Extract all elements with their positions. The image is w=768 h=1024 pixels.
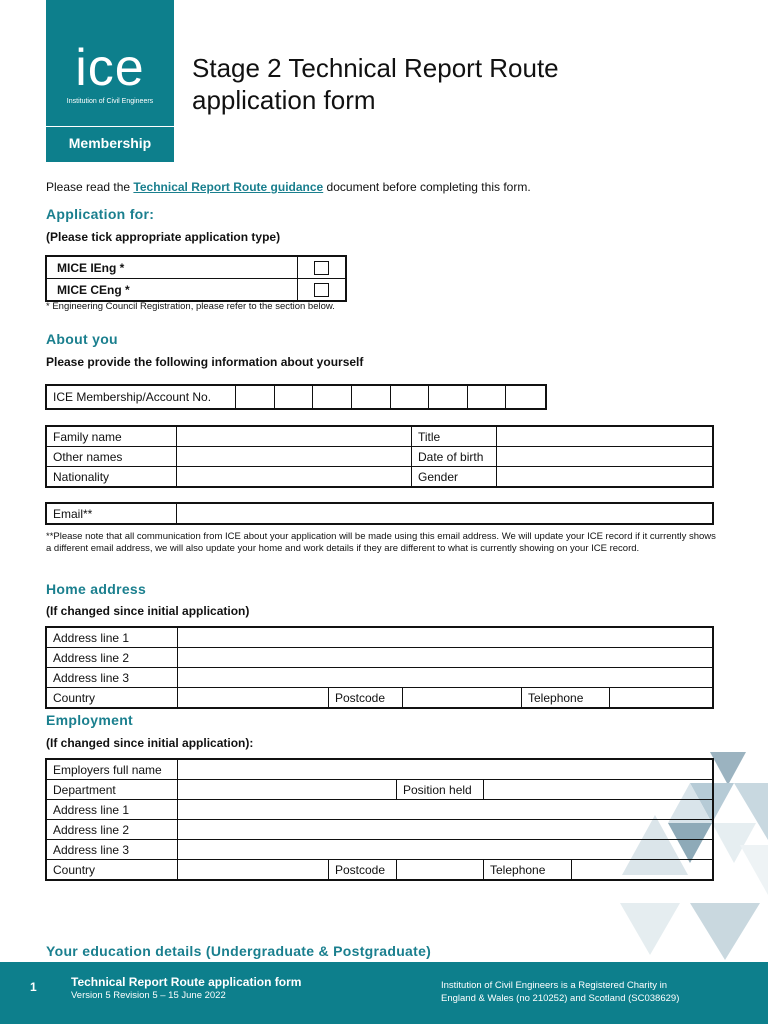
option-ceng-label: MICE CEng *: [46, 279, 298, 302]
application-type-table: [45, 255, 347, 302]
ceng-checkbox[interactable]: [314, 283, 329, 297]
guidance-link[interactable]: Technical Report Route guidance: [133, 180, 324, 194]
emp-postcode-label: Postcode: [329, 860, 397, 881]
home-postcode-field[interactable]: [403, 688, 522, 709]
home-telephone-field[interactable]: [610, 688, 714, 709]
home-addr3-label: Address line 3: [46, 668, 178, 688]
footer-doc-title: Technical Report Route application form: [71, 975, 302, 989]
email-note: **Please note that all communication from ICE about your application will be made using this email address. We will update your ICE record if it currently shows a different email address, we will also update your home and work details if they are different to what is currently showing on your ICE record.: [46, 531, 716, 554]
membership-digit[interactable]: [390, 385, 429, 409]
membership-digit[interactable]: [506, 385, 546, 409]
logo-wordmark: ice: [75, 39, 145, 97]
membership-label: ICE Membership/Account No.: [46, 385, 236, 409]
personal-details-table: [45, 425, 714, 488]
logo-membership: Membership: [68, 135, 152, 151]
employment-heading: Employment: [46, 712, 134, 728]
gender-label: Gender: [412, 467, 497, 488]
email-field[interactable]: [177, 503, 714, 524]
family-name-label: Family name: [46, 426, 177, 447]
option-ieng-label: MICE IEng *: [46, 256, 298, 279]
intro-before: Please read the: [46, 180, 134, 194]
home-postcode-label: Postcode: [329, 688, 403, 709]
membership-digit[interactable]: [274, 385, 313, 409]
footer-charity-line1: Institution of Civil Engineers is a Registered Charity in: [441, 980, 667, 991]
home-heading: Home address: [46, 581, 147, 597]
intro-after: document before completing this form.: [323, 180, 531, 194]
footer-version: Version 5 Revision 5 – 15 June 2022: [71, 990, 226, 1001]
about-heading: About you: [46, 331, 118, 347]
other-names-field[interactable]: [177, 447, 412, 467]
intro-text: [46, 180, 531, 194]
department-field[interactable]: [178, 780, 397, 800]
membership-number-table: [45, 384, 547, 410]
home-addr1-field[interactable]: [178, 627, 714, 648]
nationality-label: Nationality: [46, 467, 177, 488]
emp-addr1-field[interactable]: [178, 800, 714, 820]
dob-field[interactable]: [497, 447, 714, 467]
emp-country-field[interactable]: [178, 860, 329, 881]
logo-divider: [46, 126, 174, 127]
ieng-checkbox[interactable]: [314, 261, 329, 275]
employer-field[interactable]: [178, 759, 714, 780]
employment-table: [45, 758, 714, 881]
home-addr2-field[interactable]: [178, 648, 714, 668]
emp-postcode-field[interactable]: [397, 860, 484, 881]
ice-logo: [46, 0, 174, 162]
emp-telephone-field[interactable]: [572, 860, 714, 881]
membership-digit[interactable]: [467, 385, 506, 409]
about-instruction: Please provide the following information about yourself: [46, 355, 364, 369]
footer: [0, 962, 768, 1024]
application-footnote: * Engineering Council Registration, please refer to the section below.: [46, 301, 335, 312]
dob-label: Date of birth: [412, 447, 497, 467]
emp-addr1-label: Address line 1: [46, 800, 178, 820]
emp-addr2-field[interactable]: [178, 820, 714, 840]
page-number: 1: [30, 980, 37, 994]
application-heading: Application for:: [46, 206, 155, 222]
nationality-field[interactable]: [177, 467, 412, 488]
title-label: Title: [412, 426, 497, 447]
emp-addr2-label: Address line 2: [46, 820, 178, 840]
employment-instruction: (If changed since initial application):: [46, 736, 254, 750]
home-country-field[interactable]: [178, 688, 329, 709]
email-table: [45, 502, 714, 525]
home-instruction: (If changed since initial application): [46, 604, 250, 618]
employer-label: Employers full name: [46, 759, 178, 780]
emp-addr3-label: Address line 3: [46, 840, 178, 860]
title-line-1: Stage 2 Technical Report Route: [192, 53, 559, 83]
membership-digit[interactable]: [351, 385, 390, 409]
membership-digit[interactable]: [429, 385, 468, 409]
emp-telephone-label: Telephone: [484, 860, 572, 881]
home-telephone-label: Telephone: [522, 688, 610, 709]
position-label: Position held: [397, 780, 484, 800]
family-name-field[interactable]: [177, 426, 412, 447]
logo-subtitle: Institution of Civil Engineers: [66, 98, 154, 105]
education-heading: Your education details (Undergraduate & Postgraduate): [46, 943, 432, 959]
home-address-table: [45, 626, 714, 709]
footer-charity-line2: England & Wales (no 210252) and Scotland (SC038629): [441, 993, 680, 1004]
position-field[interactable]: [484, 780, 714, 800]
home-country-label: Country: [46, 688, 178, 709]
membership-digit[interactable]: [236, 385, 275, 409]
title-field[interactable]: [497, 426, 714, 447]
gender-field[interactable]: [497, 467, 714, 488]
title-line-2: application form: [192, 85, 376, 115]
other-names-label: Other names: [46, 447, 177, 467]
home-addr1-label: Address line 1: [46, 627, 178, 648]
home-addr2-label: Address line 2: [46, 648, 178, 668]
application-instruction: (Please tick appropriate application type): [46, 230, 281, 244]
emp-country-label: Country: [46, 860, 178, 881]
membership-digit[interactable]: [313, 385, 352, 409]
emp-addr3-field[interactable]: [178, 840, 714, 860]
home-addr3-field[interactable]: [178, 668, 714, 688]
department-label: Department: [46, 780, 178, 800]
email-label: Email**: [46, 503, 177, 524]
page-title: [192, 52, 559, 116]
